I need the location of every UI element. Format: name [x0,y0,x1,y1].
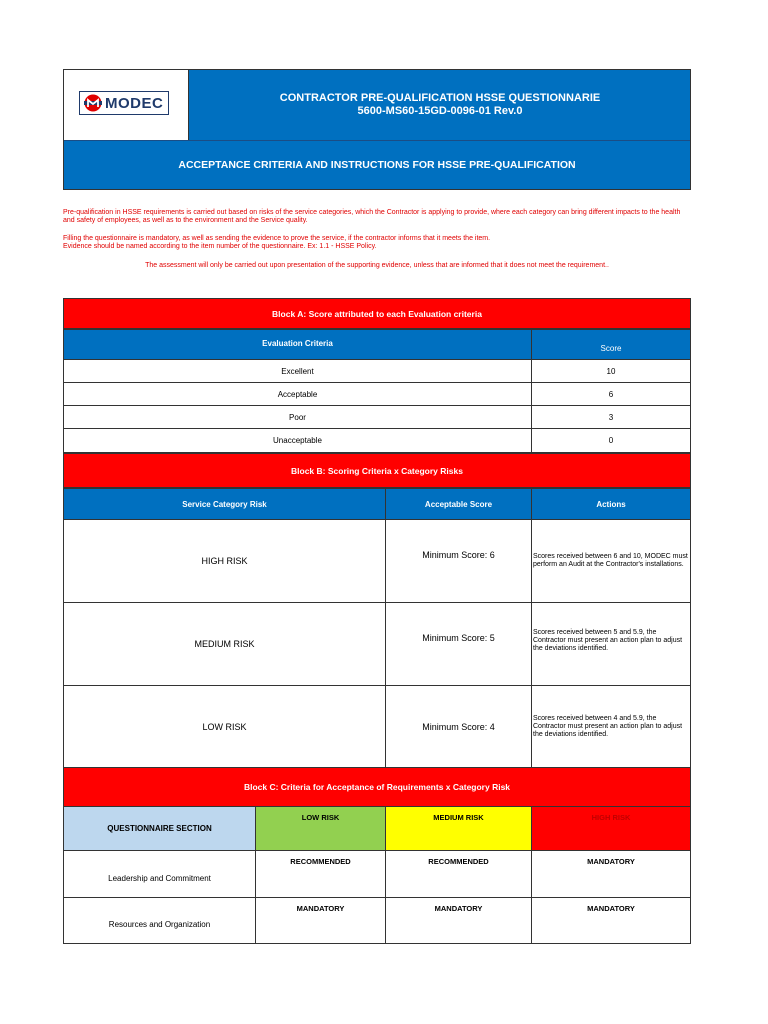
block-b-risk-cell: LOW RISK [63,685,386,768]
modec-logo [79,91,169,115]
block-b-risk-cell: MEDIUM RISK [63,602,386,686]
block-c-section-cell: Resources and Organization [63,897,256,944]
block-a-score-cell: 3 [531,405,691,429]
block-a-header-criteria: Evaluation Criteria [63,329,532,360]
logo-text: MODEC [105,94,164,112]
document-subtitle: ACCEPTANCE CRITERIA AND INSTRUCTIONS FOR HSSE PRE-QUALIFICATION [178,159,576,171]
block-c-low-cell: RECOMMENDED [255,850,386,898]
block-b-action-cell: Scores received between 6 and 10, MODEC must perform an Audit at the Contractor's installations. [531,519,691,603]
block-a-criteria-cell: Poor [63,405,532,429]
block-c-medium-cell: MANDATORY [385,897,532,944]
block-b-header-actions: Actions [531,488,691,520]
modec-logo-icon [84,94,102,112]
block-a-criteria-cell: Unacceptable [63,428,532,453]
block-a-score-cell: 6 [531,382,691,406]
block-a-score-cell: 0 [531,428,691,453]
block-b-header-risk: Service Category Risk [63,488,386,520]
block-c-header-medium: MEDIUM RISK [385,806,532,851]
block-c-header-section: QUESTIONNAIRE SECTION [63,806,256,851]
block-b-score-cell: Minimum Score: 6 [385,519,532,603]
block-c-low-cell: MANDATORY [255,897,386,944]
block-c-high-cell: MANDATORY [531,897,691,944]
block-a-title: Block A: Score attributed to each Evaluation criteria [63,298,691,329]
intro-paragraph-2a: Filling the questionnaire is mandatory, as well as sending the evidence to prove the service, if the contractor informs that it meets the item. [63,235,491,242]
block-b-score-cell: Minimum Score: 4 [385,685,532,768]
block-c-high-cell: MANDATORY [531,850,691,898]
block-a-criteria-cell: Acceptable [63,382,532,406]
title-line-2: 5600-MS60-15GD-0096-01 Rev.0 [357,105,523,117]
intro-paragraph-1: Pre-qualification in HSSE requirements is carried out based on risks of the service categories, which the Contractor is applying to provide, where each category can bring different impacts to the health and safety of employees, as well as to the environment and the Service quality. [63,209,681,224]
block-b-action-cell: Scores received between 5 and 5.9, the Contractor must present an action plan to adjust the deviations identified. [531,602,691,686]
block-c-medium-cell: RECOMMENDED [385,850,532,898]
block-a-criteria-cell: Excellent [63,359,532,383]
block-b-score-cell: Minimum Score: 5 [385,602,532,686]
block-b-risk-cell: HIGH RISK [63,519,386,603]
block-b-header-score: Acceptable Score [385,488,532,520]
block-c-section-cell: Leadership and Commitment [63,850,256,898]
block-c-header-high: HIGH RISK [531,806,691,851]
block-b-action-cell: Scores received between 4 and 5.9, the Contractor must present an action plan to adjust the deviations identified. [531,685,691,768]
block-b-title: Block B: Scoring Criteria x Category Risks [63,453,691,488]
intro-paragraph-2b: Evidence should be named according to the item number of the questionnaire. Ex: 1.1 - HSSE Policy. [63,243,377,250]
intro-paragraph-3: The assessment will only be carried out upon presentation of the supporting evidence, unless that are informed that it does not meet the requirement.. [145,262,609,269]
block-a-score-cell: 10 [531,359,691,383]
block-c-title: Block C: Criteria for Acceptance of Requirements x Category Risk [63,767,691,807]
block-a-header-score: Score [531,329,691,360]
document-title [190,70,690,140]
block-c-header-low: LOW RISK [255,806,386,851]
title-line-1: CONTRACTOR PRE-QUALIFICATION HSSE QUESTIONNARIE [279,92,601,104]
